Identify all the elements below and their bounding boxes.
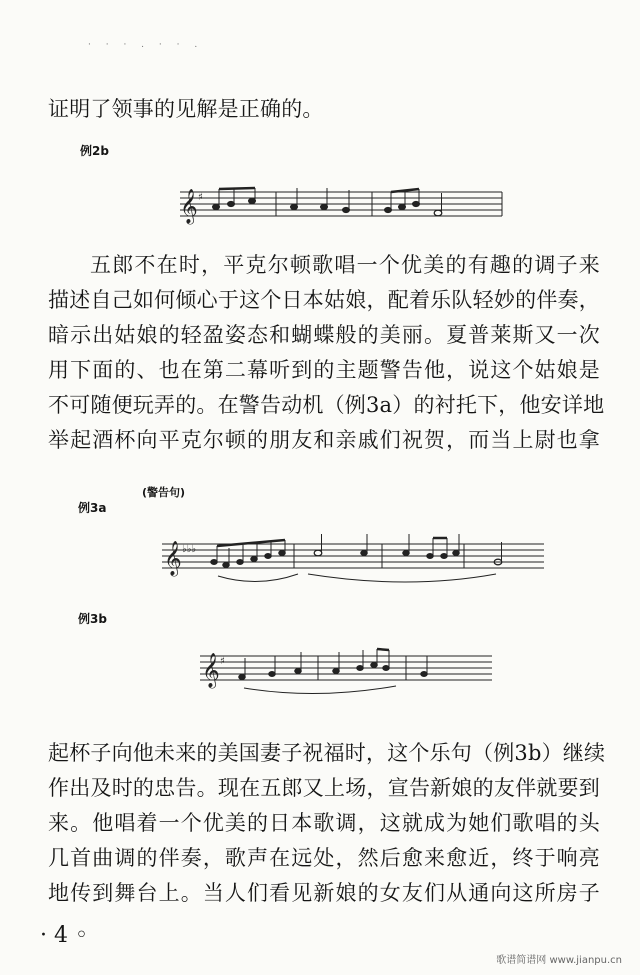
treble-clef-icon: 𝄞: [180, 189, 198, 224]
paragraph-line: 用下面的、也在第二幕听到的主题警告他，说这个姑娘是: [48, 358, 600, 382]
note: [361, 551, 368, 556]
paragraph-3: [48, 736, 606, 911]
paragraph-line: 证明了领事的见解是正确的。: [48, 97, 324, 121]
example-3a-label: 例3a: [78, 501, 107, 515]
note: [343, 207, 350, 212]
note: [321, 204, 328, 209]
note: [453, 551, 460, 556]
note: [279, 551, 286, 556]
paragraph-1: [48, 92, 600, 127]
example-2b-staff: [176, 180, 506, 232]
paragraph-line: 作出及时的忠告。现在五郎又上场，宣告新娘的友伴就要到: [48, 776, 600, 800]
paragraph-line: 来。他唱着一个优美的日本歌调，这就成为她们歌唱的头: [48, 811, 600, 835]
treble-clef-icon: 𝄞: [202, 653, 220, 688]
note: [434, 210, 442, 216]
example-3b-label: 例3b: [78, 612, 107, 626]
note: [385, 207, 392, 212]
example-2b-label: 例2b: [80, 144, 109, 158]
note: [314, 550, 322, 556]
note: [249, 198, 256, 203]
watermark: 歌谱简谱网 www.jianpu.cn: [496, 955, 622, 966]
paragraph-line: 举起酒杯向平克尔顿的朋友和亲戚们祝贺，而当上尉也拿: [48, 428, 600, 452]
note: [239, 675, 246, 680]
note: [441, 554, 448, 559]
note: [237, 560, 244, 565]
note: [383, 666, 390, 671]
example-3a-note: (警告句): [142, 486, 186, 499]
note: [333, 669, 340, 674]
note: [295, 669, 302, 674]
paragraph-line: 起杯子向他未来的美国妻子祝福时，这个乐句（例3b）继续: [48, 741, 606, 765]
sharp-icon: ♯: [198, 192, 203, 203]
paragraph-line: 不可随便玩弄的。在警告动机（例3a）的衬托下，他安详地: [48, 393, 605, 417]
paragraph-line: 几首曲调的伴奏，歌声在远处，然后愈来愈近，终于响亮: [48, 846, 600, 870]
note: [427, 554, 434, 559]
note: [399, 204, 406, 209]
treble-clef-icon: 𝄞: [164, 541, 182, 576]
paragraph-2: [48, 248, 605, 458]
flat-icon: ♭♭♭: [182, 544, 197, 555]
example-3a-staff: [158, 530, 548, 590]
sharp-icon: ♯: [220, 656, 225, 667]
note: [413, 201, 420, 206]
paragraph-line: 描述自己如何倾心于这个日本姑娘，配着乐队轻妙的伴奏，: [48, 288, 600, 312]
note: [421, 672, 428, 677]
example-3b-staff: [196, 644, 496, 700]
note: [213, 204, 220, 209]
note: [211, 560, 218, 565]
note: [228, 201, 235, 206]
header-specks: · · · . · · .: [88, 40, 204, 50]
note: [291, 204, 298, 209]
note: [265, 554, 272, 559]
note: [251, 557, 258, 562]
note: [371, 663, 378, 668]
paragraph-line: 暗示出姑娘的轻盈姿态和蝴蝶般的美丽。夏普莱斯又一次: [48, 323, 600, 347]
paragraph-line: 地传到舞台上。当人们看见新娘的女友们从通向这所房子: [48, 881, 600, 905]
note: [223, 563, 230, 568]
paragraph-line: 五郎不在时，平克尔顿歌唱一个优美的有趣的调子来: [90, 253, 600, 277]
note: [403, 551, 410, 556]
page-number: · 4 ◦: [40, 923, 88, 948]
note: [269, 672, 276, 677]
note: [357, 666, 364, 671]
